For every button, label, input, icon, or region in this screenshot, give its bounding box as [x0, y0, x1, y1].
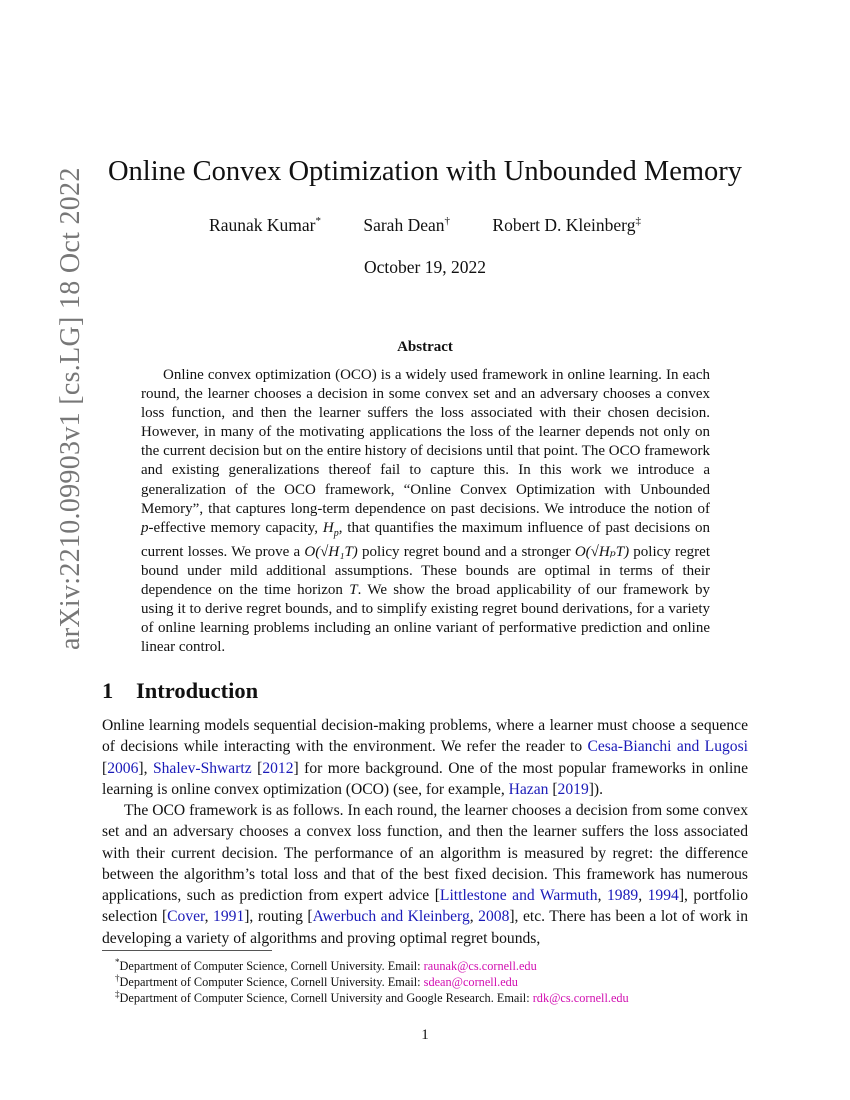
- regret-bound-h1: O(√H₁T): [304, 543, 358, 560]
- author-list: [0, 215, 850, 236]
- citation-link[interactable]: Cesa-Bianchi and Lugosi: [587, 738, 748, 756]
- citation-link[interactable]: 2012: [262, 759, 294, 777]
- arxiv-sidebar-stamp: arXiv:2210.09903v1 [cs.LG] 18 Oct 2022: [55, 167, 86, 650]
- citation-link[interactable]: Shalev-Shwartz: [152, 759, 252, 777]
- abstract-heading: Abstract: [397, 339, 453, 355]
- footnote: *Department of Computer Science, Cornell University. Email: raunak@cs.cornell.edu: [115, 957, 537, 974]
- citation-link[interactable]: 1989: [607, 887, 639, 905]
- paper-date: October 19, 2022: [364, 257, 486, 277]
- citation-link[interactable]: 2019: [557, 780, 589, 798]
- intro-paragraph-1: Online learning models sequential decision-making problems, where a learner must choose a sequence of decisions while interacting with the environment. We refer the reader to Cesa-Bianchi and Lugosi [2006], Shalev-Shwartz [2012] for more background. One of the most popular frameworks in online learning is online convex optimization (OCO) (see, for example, Hazan [2019]).: [102, 717, 748, 798]
- citation-link[interactable]: Littlestone and Warmuth: [439, 887, 598, 905]
- intro-paragraph-2: The OCO framework is as follows. In each round, the learner chooses a decision from some convex set and an adversary chooses a convex loss function, and then the learner suffers the loss associated with their current decision. The performance of an algorithm is measured by regret: the difference between the algorithm’s total loss and that of the best fixed decision. This framework has numerous applications, such as prediction from expert advice [Littlestone and Warmuth, 1989, 1994], portfolio selection [Cover, 1991], routing [Awerbuch and Kleinberg, 2008], etc. There has been a lot of work in developing a variety of algorithms and proving optimal regret bounds,: [102, 802, 749, 947]
- abstract-body: Online convex optimization (OCO) is a widely used framework in online learning. In each round, the learner chooses a decision in some convex set and an adversary chooses a convex loss function, and then the learner suffers the loss associated with their chosen decision. However, in many of the motivating applications the loss of the learner depends not only on the current decision but on the entire history of decisions until that point. The OCO framework and existing generalizations thereof fail to capture this. In this work we introduce a generalization of the OCO framework, “Online Convex Optimization with Unbounded Memory”, that captures long-term dependence on past decisions. We introduce the notion of p-effective memory capacity, $H_p$, that quantifies the maximum influence of past decisions on current losses. We prove a O(√H₁T) policy regret bound and a stronger O(√HₚT) policy regret bound under mild additional assumptions. These bounds are optimal in terms of their dependence on the time horizon T. We show the broad applicability of our framework by using it to derive regret bounds, and to simplify existing regret bound derivations, for a variety of online learning problems including an online variant of performative prediction and online linear control.: [141, 367, 710, 656]
- email-link[interactable]: raunak@cs.cornell.edu: [423, 959, 537, 974]
- author: Sarah Dean†: [363, 215, 451, 235]
- author: Raunak Kumar*: [209, 215, 321, 235]
- citation-link[interactable]: Awerbuch and Kleinberg: [312, 908, 470, 926]
- section-heading: 1 Introduction: [102, 678, 259, 703]
- paper-title: Online Convex Optimization with Unbounded Memory: [107, 156, 743, 187]
- email-link[interactable]: rdk@cs.cornell.edu: [532, 991, 629, 1006]
- citation-link[interactable]: Hazan: [508, 780, 549, 798]
- author: Robert D. Kleinberg‡: [492, 215, 641, 235]
- citation-link[interactable]: 2006: [107, 759, 139, 777]
- footnote-divider: [102, 950, 272, 951]
- citation-link[interactable]: 1994: [647, 887, 679, 905]
- footnote: †Department of Computer Science, Cornell University. Email: sdean@cornell.edu: [115, 973, 518, 990]
- regret-bound-hp: O(√HₚT): [574, 543, 630, 560]
- citation-link[interactable]: 1991: [213, 908, 245, 926]
- footnote: ‡Department of Computer Science, Cornell University and Google Research. Email: rdk@cs.cornell.edu: [115, 989, 629, 1006]
- page-number: 1: [421, 1027, 429, 1043]
- email-link[interactable]: sdean@cornell.edu: [423, 975, 518, 990]
- citation-link[interactable]: Cover: [167, 908, 205, 926]
- citation-link[interactable]: 2008: [478, 908, 510, 926]
